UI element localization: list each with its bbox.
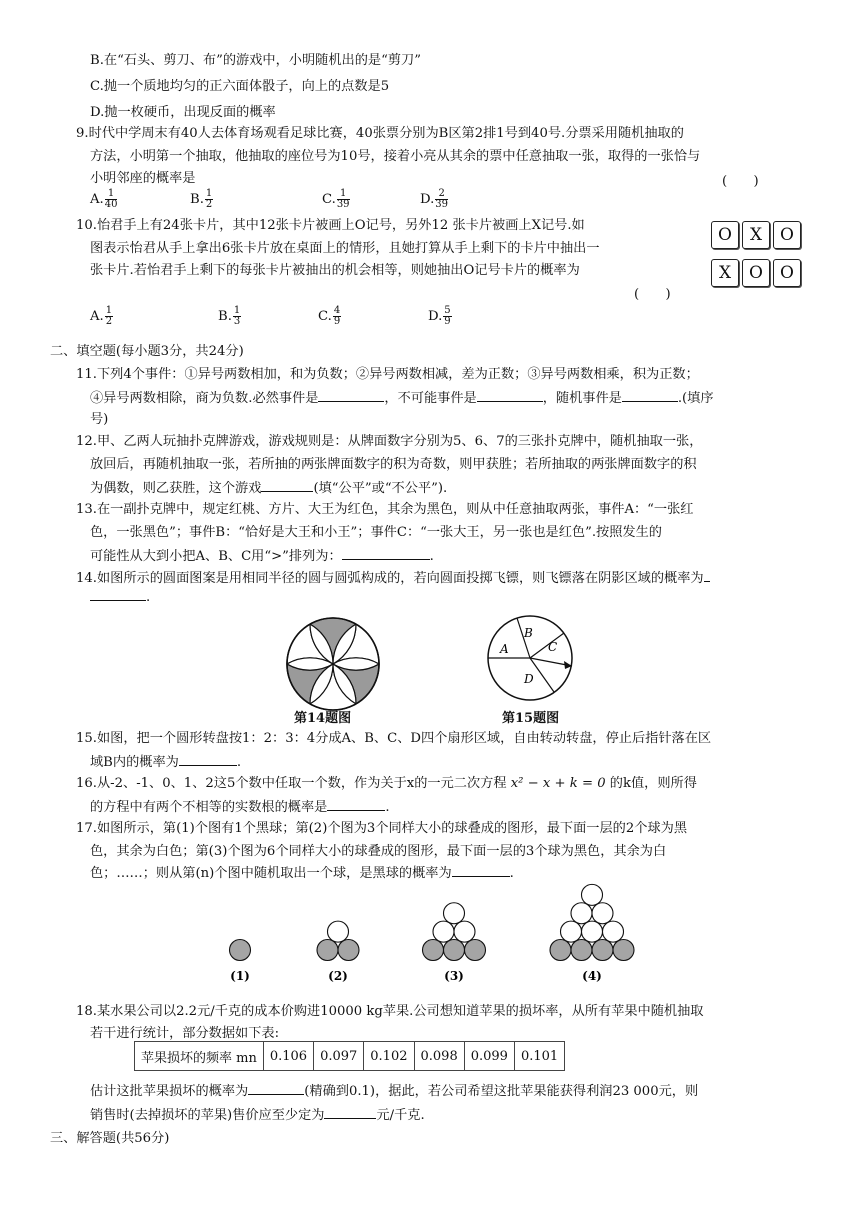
fraction-denominator: 3 [233,316,241,327]
q15-line2 [90,753,241,772]
q16-text-d: . [385,800,390,815]
option-fraction [333,306,341,327]
fraction-denominator: 9 [444,316,451,327]
q8-option-b: B.在“石头、剪刀、布”的游戏中，小明随机出的是“剪刀” [90,53,421,68]
fig15-label-b: B [524,626,533,640]
option-label: D. [420,192,435,207]
q13-line3 [90,547,434,566]
q17-line1: 17.如图所示，第(1)个图有1个黑球；第(2)个图为3个同样大小的球叠成的图形，最下面一层的2个球为黑 [76,821,687,836]
q11-line3: 号) [90,412,109,427]
black-ball [592,940,613,961]
table-header-cell: 苹果损坏的频率 mn [135,1042,264,1071]
q18-frequency-table [134,1041,565,1071]
fraction-numerator: 1 [105,189,118,200]
option-label: C. [318,309,332,324]
fig15-label-c: C [548,640,558,654]
fig14-caption: 第14题图 [294,711,352,726]
q18-line3 [90,1082,698,1101]
q11-line1: 11.下列4个事件：①异号两数相加，和为负数；②异号两数相减，差为正数；③异号两数相乘，积为正数； [76,367,699,382]
option-label: D. [428,309,443,324]
q10-line2: 图表示怡君从手上拿出6张卡片放在桌面上的情形，且她打算从手上剩下的卡片中抽出一 [90,241,600,256]
black-ball [444,940,465,961]
q17-blank[interactable] [452,864,510,877]
card-o: O [773,259,801,287]
option-label: C. [322,192,336,207]
q17-text-b: . [509,866,514,881]
q9-line1: 9.时代中学周末有40人去体育场观看足球比赛，40张票分别为B区第2排1号到40号.分票采用随机抽取的 [76,126,684,141]
card-o: O [711,221,739,249]
q16-blank[interactable] [327,798,385,811]
q17-text-a: 色；……；则从第(n)个图中随机取出一个球，是黑球的概率为 [90,866,452,881]
table-cell: 0.102 [364,1042,414,1071]
q9-line3: 小明邻座的概率是 [90,171,196,186]
black-ball [230,940,251,961]
q16-text-a: 16.从-2、-1、0、1、2这5个数中任取一个数，作为关于x的一元二次方程 [76,776,507,791]
q18-line1: 18.某水果公司以2.2元/千克的成本价购进10000 kg苹果.公司想知道苹果的损坏率，从所有苹果中随机抽取 [76,1004,704,1019]
fraction-denominator: 39 [435,199,449,210]
q10-line1: 10.怡君手上有24张卡片，其中12张卡片被画上O记号，另外12 张卡片被画上X记号.如 [76,218,585,233]
q18-line4 [90,1106,425,1125]
option-label: B. [218,309,232,324]
ball-figure-label: (2) [328,969,348,983]
ball-figure-label: (3) [444,969,464,983]
q10-answer-paren: ( ) [634,287,671,302]
fig15-label-d: D [524,672,534,686]
q10-option-a [90,306,113,327]
option-fraction [337,189,350,210]
q18-blank-probability[interactable] [248,1082,304,1095]
fraction-denominator: 2 [105,316,113,327]
option-fraction [105,306,113,327]
option-label: A. [90,309,104,324]
fraction-denominator: 9 [333,316,341,327]
q15-line1: 15.如图，把一个圆形转盘按1：2：3：4分成A、B、C、D四个扇形区域，自由转动转盘，停止后指针落在区 [76,731,712,746]
q17-line2: 色，其余为白色；第(3)个图为6个同样大小的球叠成的图形，最下面一层的3个球为黑色，其余为白 [90,844,667,859]
fraction-denominator: 40 [104,199,118,210]
fig15-spinner [486,611,576,705]
section2-heading: 二、填空题(每小题3分，共24分) [50,344,244,359]
q11-blank-random[interactable] [622,389,678,402]
q10-line3: 张卡片.若怡君手上剩下的每张卡片被抽出的机会相等，则她抽出O记号卡片的概率为 [90,263,580,278]
q16-line2 [90,798,390,817]
fraction-numerator: 1 [337,189,350,200]
q16-text-c: 的方程中有两个不相等的实数根的概率是 [90,800,328,815]
card-x: X [742,221,770,249]
q9-answer-paren: ( ) [722,174,759,189]
white-ball [328,921,349,942]
fraction-numerator: 2 [435,189,448,200]
table-cell: 0.101 [514,1042,564,1071]
ball-figure-label: (4) [582,969,602,983]
q11-line2 [90,389,714,408]
table-row [135,1042,565,1071]
q12-line2: 放回后，再随机抽取一张，若所抽的两张牌面数字的积为奇数，则甲获胜；若所抽取的两张牌面数字的积 [90,457,697,472]
q12-line1: 12.甲、乙两人玩抽扑克牌游戏，游戏规则是：从牌面数字分别为5、6、7的三张扑克牌中，随机抽取一张， [76,434,703,449]
fraction-numerator: 1 [233,305,241,316]
q9-option-b [190,189,213,210]
q9-option-c [322,189,350,210]
q11-text-d: .(填序 [677,391,714,406]
q9-option-d [420,189,448,210]
fraction-numerator: 1 [105,305,113,316]
q14-text: 14.如图所示的圆面图案是用相同半径的圆与圆弧构成的，若向圆面投掷飞镖，则飞镖落在阴影区域的概率为 [76,571,704,586]
q11-blank-impossible[interactable] [477,389,543,402]
fraction-numerator: 5 [444,305,451,316]
white-ball [582,884,603,905]
q8-option-c: C.抛一个质地均匀的正六面体骰子，向上的点数是5 [90,79,390,94]
table-cell: 0.098 [414,1042,464,1071]
white-ball [444,903,465,924]
card-o: O [742,259,770,287]
option-fraction [205,189,213,210]
fig14-circle-pattern [282,613,384,715]
q18-text-d: 元/千克. [376,1108,425,1123]
table-cell: 0.106 [263,1042,313,1071]
fraction-numerator: 1 [205,188,213,199]
fraction-numerator: 4 [333,305,341,316]
white-ball [454,921,475,942]
option-fraction [443,306,451,327]
option-label: A. [90,192,104,207]
q12-text-a: 为偶数，则乙获胜，这个游戏 [90,481,262,496]
white-ball [592,903,613,924]
q18-blank-price[interactable] [324,1106,376,1119]
q11-blank-certain[interactable] [318,389,384,402]
white-ball [561,921,582,942]
q14-line1 [76,569,710,588]
q15-text-a: 域B内的概率为 [90,755,179,770]
q13-blank[interactable] [342,547,430,560]
q12-line3 [90,479,447,498]
q10-option-c [318,306,341,327]
option-label: B. [190,192,204,207]
q13-text-b: . [429,549,434,564]
card-o: O [773,221,801,249]
q14-blank-start [704,569,710,582]
section3-heading: 三、解答题(共56分) [50,1131,170,1146]
q17-ball-stacks-figure [220,880,660,988]
black-ball [338,940,359,961]
q16-line1 [76,775,697,793]
q11-text-c: ，随机事件是 [542,391,622,406]
table-cell: 0.097 [314,1042,364,1071]
white-ball [582,921,603,942]
q16-text-b: 的k值，则所得 [609,776,697,791]
ball-figure-label: (1) [230,969,250,983]
fig15-label-a: A [500,642,509,656]
fraction-denominator: 2 [205,199,213,210]
white-ball [433,921,454,942]
q9-option-a [90,189,117,210]
option-fraction [105,189,118,210]
option-fraction [233,306,241,327]
white-ball [571,903,592,924]
q10-option-b [218,306,241,327]
q12-blank[interactable] [261,479,313,492]
q14-text-end: . [146,590,151,605]
q18-text-a: 估计这批苹果损坏的概率为 [90,1084,249,1099]
black-ball [571,940,592,961]
q18-line2: 若干进行统计，部分数据如下表: [90,1026,280,1041]
white-ball [603,921,624,942]
q18-text-c: 销售时(去掉损坏的苹果)售价应至少定为 [90,1108,325,1123]
card-x: X [711,259,739,287]
fraction-denominator: 39 [336,199,350,210]
q14-blank[interactable] [90,588,146,601]
black-ball [550,940,571,961]
q15-text-b: . [236,755,242,770]
q11-text-a: ④异号两数相除，商为负数.必然事件是 [90,391,319,406]
q12-text-b: (填“公平”或“不公平”). [313,481,448,496]
q15-blank[interactable] [179,753,237,766]
black-ball [613,940,634,961]
q14-line2 [90,588,150,607]
q9-line2: 方法，小明第一个抽取，他抽取的座位号为10号，接着小亮从其余的票中任意抽取一张，取得的一张恰与 [90,149,701,164]
black-ball [465,940,486,961]
q13-line1: 13.在一副扑克牌中，规定红桃、方片、大王为红色，其余为黑色，则从中任意抽取两张，事件A：“一张红 [76,502,694,517]
q11-text-b: ，不可能事件是 [384,391,477,406]
q10-option-d [428,306,452,327]
q13-line2: 色，一张黑色”；事件B：“恰好是大王和小王”；事件C：“一张大王，另一张也是红色”.按照发生的 [90,525,662,540]
option-fraction [435,189,448,210]
table-cell: 0.099 [464,1042,514,1071]
q16-equation: x² − x + k = 0 [510,776,606,791]
q8-option-d: D.抛一枚硬币，出现反面的概率 [90,105,276,120]
fig15-caption: 第15题图 [502,711,560,726]
black-ball [423,940,444,961]
q18-text-b: (精确到0.1)，据此，若公司希望这批苹果能获得利润23 000元，则 [304,1084,699,1099]
black-ball [317,940,338,961]
q13-text-a: 可能性从大到小把A、B、C用“>”排列为： [90,549,342,564]
